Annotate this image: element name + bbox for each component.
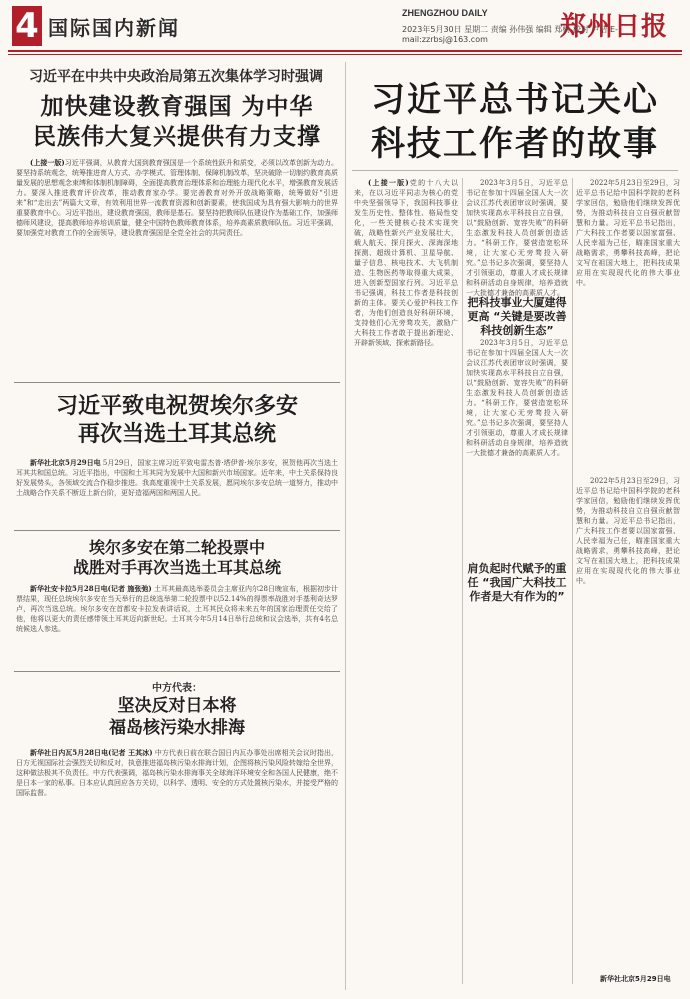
column-divider	[462, 178, 463, 984]
article3-title	[14, 538, 340, 578]
article4-title-line2: 福岛核污染水排海	[109, 718, 245, 738]
article5-text2b: 2023年3月5日，习近平总书记在参加十四届全国人大一次会议江苏代表团审议时强调，要加快实现高水平科技自立自强，以“鼓励创新、宽容失败”的科研生态激发科技人员创新创造活力。“科研工作，要营造宽松环境，让大家心无旁骛投入研究。”总书记多次强调，要坚持人才引领驱动，尊重人才成长规律和科研活动自身规律，培养造就一大批德才兼备的高素质人才。	[466, 339, 568, 457]
article5-text3: 2022年5月23日至29日，习近平总书记给中国科学院的老科学家回信，勉励他们继续发挥优势，为推动科技自立自强贡献智慧和力量。习近平总书记指出，广大科技工作者要以国家富强、人民幸福为己任，瞄准国家重大战略需求，勇攀科技高峰，把论文写在祖国大地上，把科技成果应用在实现现代化的伟大事业中。	[576, 477, 680, 585]
article3-title-line2: 战胜对手再次当选土耳其总统	[72, 558, 281, 577]
article1-text: 习近平强调，从教育大国到教育强国是一个系统性跃升和质变，必须以改革创新为动力。要坚持系统观念，统筹推进育人方式、办学模式、管理体制、保障机制改革，坚决破除一切制约教育高质量发展的思想观念束缚和体制机制障碍，全面提高教育治理体系和治理能力现代化水平，增强教育发展活力。要深入推进教育评价改革，推动教育家办学。要完善教育对外开放战略策略，统筹做好“引进来”和“走出去”两篇大文章，有效利用世界一流教育资源和创新要素，使我国成为具有强大影响力的世界重要教育中心。习近平指出，建设教育强国，教师是基石。要坚持把教师队伍建设作为基础工作，加强师德师风建设，提高教师培养培训质量，健全中国特色教师教育体系，培养高素质教师队伍。习近平强调，要加强党对教育工作的全面领导，建设教育强国是全党全社会的共同责任。	[16, 159, 339, 237]
article2-body	[16, 458, 338, 526]
article5-title	[350, 78, 680, 166]
article1-title	[14, 92, 340, 152]
article5-subhead-2: 肩负起时代赋予的重任 “我国广大科技工作者是大有作为的”	[467, 562, 567, 603]
article3-body	[16, 584, 338, 666]
page-header	[0, 0, 690, 58]
article4-body	[16, 748, 338, 984]
date-line: 2023年5月30日 星期二 责编 孙伟强 编辑 郑树 校对 卢洁 E-mail:zzrbsj@163.com	[402, 25, 618, 44]
article1-title-line2: 民族伟大复兴提供有力支撑	[33, 124, 321, 150]
article4-lead: 新华社日内瓦5月28日电(记者 王其冰)	[30, 748, 153, 757]
header-rule-thin	[8, 54, 682, 55]
article2-text: 5月29日，国家主席习近平致电雷杰普·塔伊普·埃尔多安，祝贺他再次当选土耳其共和国总统。习近平指出，中国和土耳其同为发展中大国和新兴市场国家。近年来，中土关系保持良好发展势头，各领域交流合作稳步推进。我高度重视中土关系发展，愿同埃尔多安总统一道努力，推动中土战略合作关系不断迈上新台阶，更好造福两国和两国人民。	[16, 459, 338, 497]
article2-title-line2: 再次当选土耳其总统	[77, 422, 276, 447]
article1-title-line1: 加快建设教育强国 为中华	[40, 94, 314, 120]
article5-text2: 2023年3月5日，习近平总书记在参加十四届全国人大一次会议江苏代表团审议时强调，要加快实现高水平科技自立自强，以“鼓励创新、宽容失败”的科研生态激发科技人员创新创造活力。“科研工作，要营造宽松环境，让大家心无旁骛投入研究。”总书记多次强调，要坚持人才引领驱动，尊重人才成长规律和科研活动自身规律，培养造就一大批德才兼备的高素质人才。	[466, 179, 568, 297]
article3-lead: 新华社安卡拉5月28日电(记者 施张弛)	[30, 584, 152, 593]
article5-text3a: 2022年5月23日至29日，习近平总书记给中国科学院的老科学家回信，勉励他们继续发挥优势，为推动科技自立自强贡献智慧和力量。习近平总书记指出，广大科技工作者要以国家富强、人民幸福为己任，瞄准国家重大战略需求，勇攀科技高峰，把论文写在祖国大地上，把科技成果应用在实现现代化的伟大事业中。	[576, 179, 680, 287]
divider	[14, 530, 340, 531]
page-number: 4	[12, 6, 42, 46]
article5-title-line2: 科技工作者的故事	[371, 124, 659, 164]
divider	[352, 170, 678, 171]
divider	[14, 382, 340, 383]
section-title: 国际国内新闻	[48, 16, 180, 40]
article1-lead: (上接一版)	[30, 158, 65, 167]
article5-subhead-1: 把科技事业大厦建得更高 “关键是要改善科技创新生态”	[467, 296, 567, 337]
newspaper-english-name: ZHENGZHOU DAILY	[402, 8, 488, 18]
newspaper-logo: 郑州日报	[560, 12, 669, 42]
column-divider	[572, 178, 573, 984]
article5-ending: 新华社北京5月29日电	[600, 975, 671, 983]
article5-title-line1: 习近平总书记关心	[371, 80, 659, 120]
article3-title-line1: 埃尔多安在第二轮投票中	[88, 538, 265, 557]
article5-lead: (上接一版)	[368, 178, 409, 187]
article4-title	[14, 695, 340, 739]
article2-lead: 新华社北京5月29日电	[30, 458, 101, 467]
article4-title-line1: 坚决反对日本将	[117, 696, 237, 716]
article4-kicker: 中方代表：	[152, 683, 202, 694]
article1-body	[16, 158, 338, 374]
article2-title	[14, 393, 340, 449]
article5-body-col3-top	[576, 178, 680, 468]
divider	[14, 671, 340, 672]
article5-body-col2-top	[466, 178, 568, 297]
article4-text: 中方代表日前在联合国日内瓦办事处出席相关会议时指出，日方无视国际社会强烈关切和反对，执意推进福岛核污染水排海计划，企图将核污染风险转嫁给全世界，这种做法极其不负责任。中方代表强调，福岛核污染水排海事关全球海洋环境安全和各国人民健康，绝不是日本一家的私事。日本应认真回应各方关切，以科学、透明、安全的方式处置核污染水，并接受严格的国际监督。	[16, 749, 338, 797]
column-divider	[345, 62, 346, 990]
article2-title-line1: 习近平致电祝贺埃尔多安	[55, 394, 298, 419]
article5-body-col3	[576, 476, 680, 970]
article5-body-col2	[466, 338, 568, 984]
article5-body-col1	[354, 178, 458, 984]
article3-text: 土耳其最高选举委员会主席亚内尔28日晚宣布，根据初步计票结果，现任总统埃尔多安在当天举行的总统选举第二轮投票中以52.14%的得票率战胜对手基利奇达罗卢，再次当选总统。埃尔多安在首都安卡拉发表讲话说，土耳其民众将未来五年的国家治理责任交给了他，他将以更大的责任感带领土耳其迈向新世纪。土耳其今年5月14日举行总统和议会选举，共有4名总统候选人参选。	[16, 585, 338, 633]
article5-text1: 党的十八大以来，在以习近平同志为核心的党中央坚强领导下，我国科技事业发生历史性、整体性、格局性变化，一些关键核心技术实现突破，战略性新兴产业发展壮大，载人航天、探月探火、深海深地探测、超级计算机、卫星导航、量子信息、核电技术、大飞机制造、生物医药等取得重大成果，进入创新型国家行列。习近平总书记强调，科技工作者是科技创新的主体。要关心爱护科技工作者，为他们创造良好科研环境，支持他们心无旁骛攻关，激励广大科技工作者敢于提出新理论、开辟新领域、探索新路径。	[354, 179, 459, 347]
article1-kicker: 习近平在中共中央政治局第五次集体学习时强调	[29, 69, 323, 85]
header-rule	[8, 50, 682, 52]
